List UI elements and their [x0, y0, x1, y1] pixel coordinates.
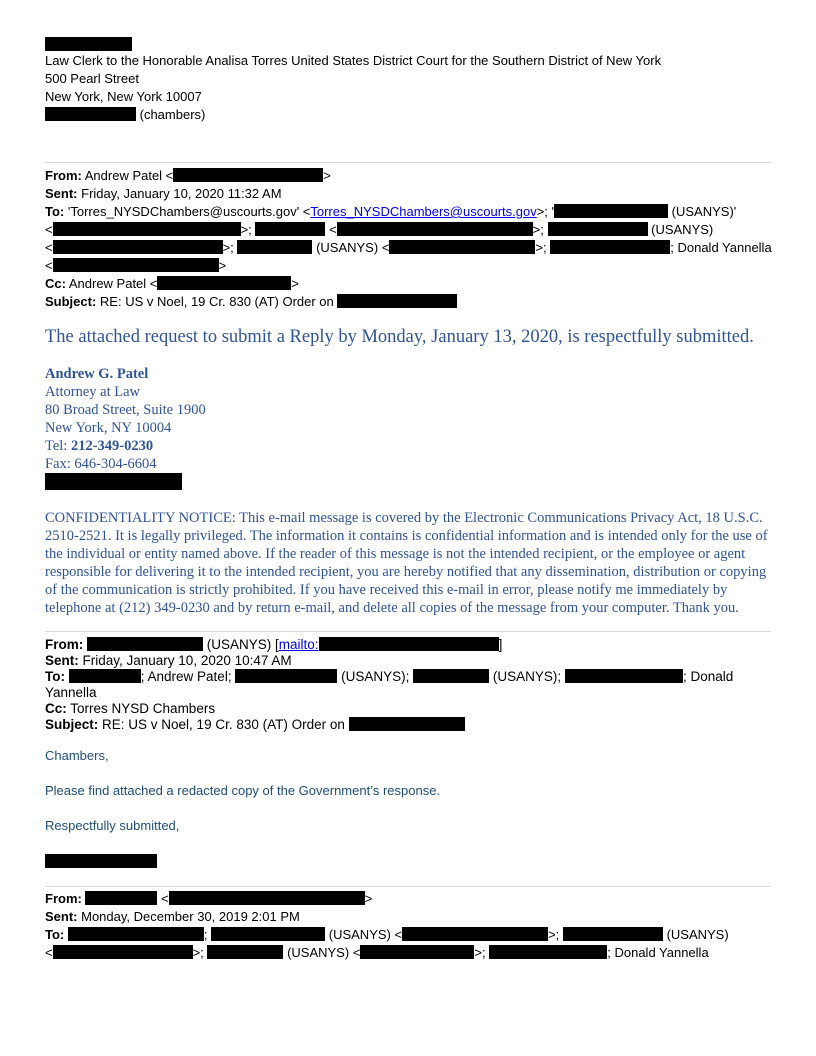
redaction: [68, 927, 204, 941]
email2-closing: Respectfully submitted,: [45, 818, 180, 833]
confidentiality-notice: CONFIDENTIALITY NOTICE: This e-mail message is covered by the Electronic Communications Privacy Act, 18 U.S.C. 2510-2521. It is legally privileged. The information it contains is confidential information and is intended only for the use of the individual or entity named above. If the reader of this message is not the intended recipient, or the employee or agent responsible for delivering it to the intended recipient, you are hereby notified that any dissemination, distribution or copying of the communication is strictly prohibited. If you have received this e-mail in error, please notify me immediately by telephone at (212) 349-0230 and by return e-mail, and delete all copies of the message from your computer. Thank you.: [45, 510, 768, 616]
redaction: [319, 637, 499, 651]
redaction: [235, 669, 337, 683]
letterhead-city: New York, New York 10007: [45, 89, 202, 104]
email2-body: [45, 747, 771, 869]
email2-from: From: (USANYS) [mailto: ]: [45, 637, 503, 652]
redaction: [173, 168, 323, 182]
email1-subject: Subject: RE: US v Noel, 19 Cr. 830 (AT) Order on: [45, 293, 771, 311]
email-link[interactable]: Torres_NYSDChambers@uscourts.gov: [310, 204, 537, 219]
redaction: [237, 240, 312, 254]
email-header-3: [45, 890, 771, 962]
email1-to-line3: < >; (USANYS) < >; ; Donald Yannella: [45, 240, 772, 255]
redaction: [45, 107, 136, 121]
redaction: [389, 240, 535, 254]
letterhead-chambers: (chambers): [45, 106, 771, 124]
signature-city: New York, NY 10004: [45, 420, 172, 436]
email3-to-line2: < >; (USANYS) < >; ; Donald Yannella: [45, 945, 709, 960]
email1-sent: Sent: Friday, January 10, 2020 11:32 AM: [45, 186, 282, 201]
redaction: [548, 222, 648, 236]
redaction: [489, 945, 607, 959]
redaction: [45, 854, 157, 868]
redaction: [211, 927, 325, 941]
email-header-2: [45, 637, 771, 733]
signature-tel: Tel: 212-349-0230: [45, 438, 154, 454]
email3-sent: Sent: Monday, December 30, 2019 2:01 PM: [45, 909, 300, 924]
mailto-link[interactable]: mailto:: [278, 637, 319, 652]
email2-text: Please find attached a redacted copy of the Government’s response.: [45, 783, 441, 798]
signature-name: Andrew G. Patel: [45, 366, 149, 382]
divider: [45, 631, 771, 632]
redaction: [402, 927, 548, 941]
redaction: [337, 222, 533, 236]
email3-to: To: ; (USANYS) < >; (USANYS): [45, 927, 729, 942]
redaction: [53, 945, 193, 959]
redaction: [45, 37, 132, 51]
email1-to: To: 'Torres_NYSDChambers@uscourts.gov' <Torres_NYSDChambers@uscourts.gov>; ' (USANYS)': [45, 204, 737, 219]
redaction: [413, 669, 489, 683]
redaction: [87, 637, 203, 651]
redaction: [169, 891, 365, 905]
email2-cc: Cc: Torres NYSD Chambers: [45, 701, 216, 716]
redaction: [53, 240, 223, 254]
redaction: [157, 276, 291, 290]
divider: [45, 886, 771, 887]
document-page: [45, 36, 771, 962]
email2-to-line2: Yannella: [45, 685, 97, 700]
letterhead-title: Law Clerk to the Honorable Analisa Torres United States District Court for the Southern District of New York: [45, 53, 662, 68]
email2-subject: Subject: RE: US v Noel, 19 Cr. 830 (AT) Order on: [45, 717, 771, 733]
email1-message: The attached request to submit a Reply by Monday, January 13, 2020, is respectfully submitted.: [45, 327, 754, 347]
redaction: [360, 945, 474, 959]
redaction: [563, 927, 663, 941]
redaction: [349, 717, 465, 731]
redaction: [565, 669, 683, 683]
redaction: [207, 945, 283, 959]
signature-fax: Fax: 646-304-6604: [45, 456, 157, 472]
email1-to-line2: < >; < >; (USANYS): [45, 222, 714, 237]
email2-sent: Sent: Friday, January 10, 2020 10:47 AM: [45, 653, 292, 668]
email1-from: From: Andrew Patel < >: [45, 168, 331, 183]
redaction: [85, 891, 157, 905]
email1-cc: Cc: Andrew Patel < >: [45, 276, 299, 291]
letterhead-address: 500 Pearl Street: [45, 71, 139, 86]
redaction: [53, 222, 241, 236]
redaction: [45, 473, 182, 490]
redaction: [554, 204, 668, 218]
signature-block: [45, 365, 771, 491]
redaction: [53, 258, 219, 272]
redaction: [69, 669, 141, 683]
redaction: [337, 294, 457, 308]
signature-street: 80 Broad Street, Suite 1900: [45, 402, 206, 418]
email3-from: From: < >: [45, 891, 373, 906]
email2-greeting: Chambers,: [45, 748, 109, 763]
email1-to-line4: < >: [45, 258, 227, 273]
email-header-1: [45, 167, 771, 311]
redaction: [550, 240, 670, 254]
redaction: [255, 222, 325, 236]
divider: [45, 162, 771, 163]
signature-role: Attorney at Law: [45, 384, 141, 400]
email2-to: To: ; Andrew Patel; (USANYS); (USANYS); ; Donald: [45, 669, 734, 684]
